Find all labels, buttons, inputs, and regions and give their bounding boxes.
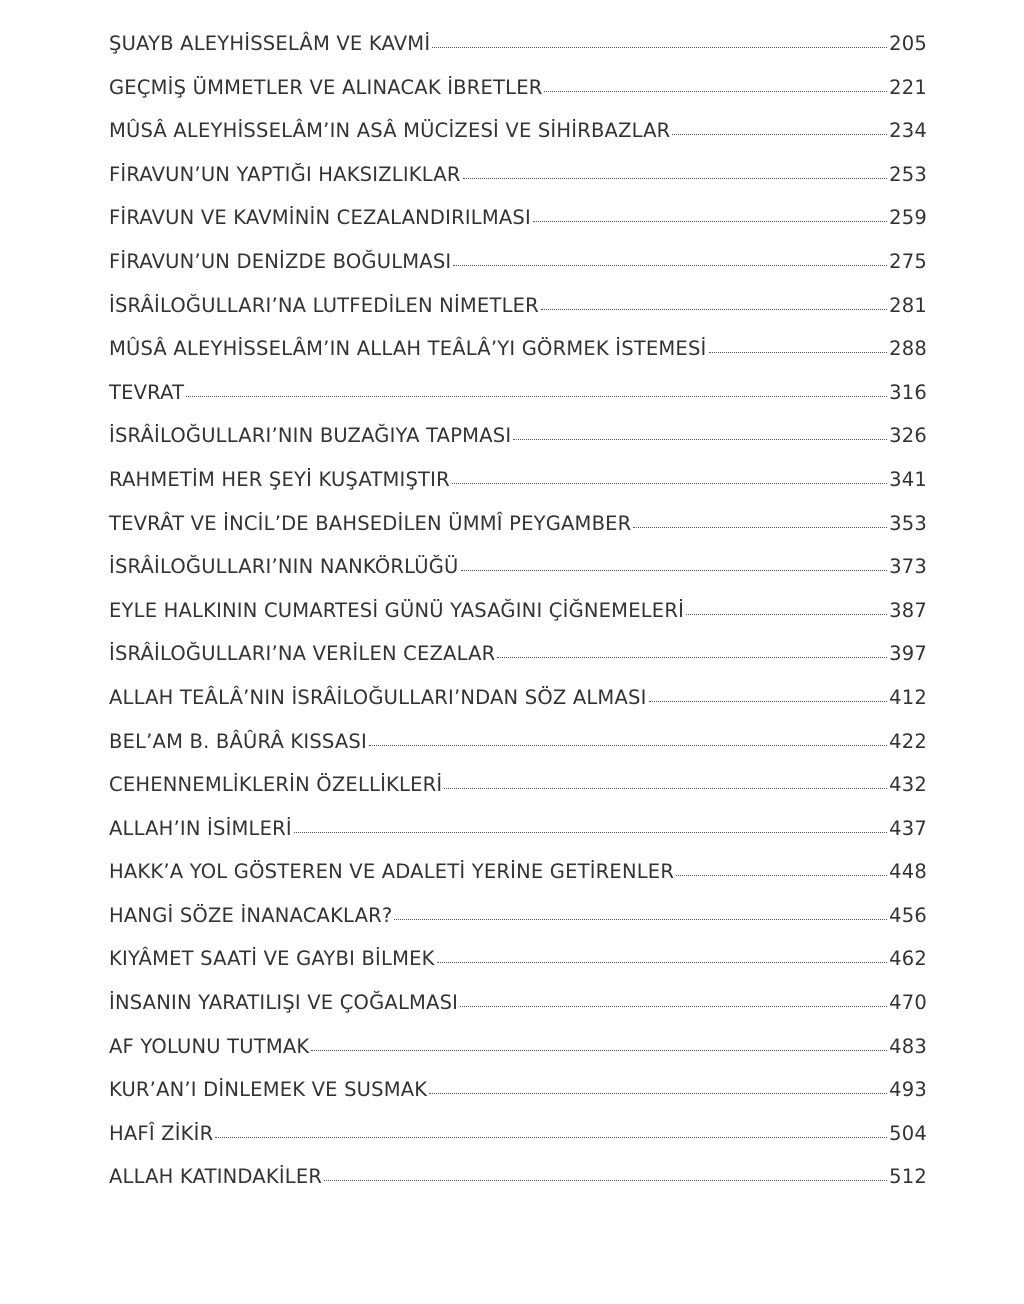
toc-entry[interactable] — [109, 250, 927, 294]
toc-entry-page-number: 483 — [889, 1034, 927, 1058]
toc-dot-leader — [453, 265, 887, 266]
toc-entry-page-number: 341 — [889, 467, 927, 491]
toc-dot-leader — [513, 439, 887, 440]
toc-entry[interactable] — [109, 947, 927, 991]
toc-entry-page-number: 234 — [889, 119, 927, 143]
toc-entry-title: AF YOLUNU TUTMAK — [109, 1034, 310, 1058]
toc-entry-page-number: 504 — [889, 1121, 927, 1145]
toc-dot-leader — [394, 919, 887, 920]
toc-dot-leader — [460, 1006, 887, 1007]
toc-entry[interactable] — [109, 1078, 927, 1122]
toc-entry-page-number: 448 — [889, 860, 927, 884]
toc-entry-page-number: 493 — [889, 1078, 927, 1102]
toc-entry-page-number: 437 — [889, 816, 927, 840]
toc-dot-leader — [676, 875, 887, 876]
toc-dot-leader — [429, 1093, 887, 1094]
toc-entry-page-number: 316 — [889, 380, 927, 404]
toc-entry[interactable] — [109, 76, 927, 120]
toc-entry-title: FİRAVUN’UN YAPTIĞI HAKSIZLIKLAR — [109, 162, 461, 186]
toc-dot-leader — [533, 221, 887, 222]
toc-entry[interactable] — [109, 555, 927, 599]
table-of-contents — [109, 32, 927, 1209]
toc-entry-title: KUR’AN’I DİNLEMEK VE SUSMAK — [109, 1078, 428, 1102]
toc-entry[interactable] — [109, 1165, 927, 1209]
toc-entry-page-number: 512 — [889, 1165, 927, 1189]
toc-entry-title: CEHENNEMLİKLERİN ÖZELLİKLERİ — [109, 773, 443, 797]
toc-entry-title: KIYÂMET SAATİ VE GAYBI BİLMEK — [109, 947, 435, 971]
toc-entry[interactable] — [109, 119, 927, 163]
toc-entry-title: ALLAH KATINDAKİLER — [109, 1165, 323, 1189]
toc-entry[interactable] — [109, 294, 927, 338]
toc-entry[interactable] — [109, 686, 927, 730]
toc-dot-leader — [497, 657, 887, 658]
toc-dot-leader — [544, 91, 887, 92]
toc-dot-leader — [294, 832, 887, 833]
toc-dot-leader — [369, 745, 887, 746]
toc-dot-leader — [633, 527, 887, 528]
toc-entry-page-number: 205 — [889, 32, 927, 55]
toc-entry-title: HAFÎ ZİKİR — [109, 1121, 214, 1145]
toc-entry-page-number: 326 — [889, 424, 927, 448]
toc-entry[interactable] — [109, 337, 927, 381]
toc-entry[interactable] — [109, 424, 927, 468]
toc-entry[interactable] — [109, 991, 927, 1035]
toc-dot-leader — [463, 178, 888, 179]
toc-entry-page-number: 221 — [889, 75, 927, 99]
toc-entry-page-number: 412 — [889, 685, 927, 709]
toc-dot-leader — [437, 962, 888, 963]
toc-entry-title: HAKK’A YOL GÖSTEREN VE ADALETİ YERİNE GETİRENLER — [109, 860, 675, 884]
toc-entry-title: İSRÂİLOĞULLARI’NA LUTFEDİLEN NİMETLER — [109, 293, 539, 317]
toc-dot-leader — [672, 134, 887, 135]
toc-entry-title: HANGİ SÖZE İNANACAKLAR? — [109, 903, 393, 927]
toc-entry-title: MÛSÂ ALEYHİSSELÂM’IN ALLAH TEÂLÂ’YI GÖRMEK İSTEMESİ — [109, 337, 707, 361]
toc-entry[interactable] — [109, 817, 927, 861]
toc-entry[interactable] — [109, 1035, 927, 1079]
toc-entry[interactable] — [109, 468, 927, 512]
toc-dot-leader — [452, 483, 887, 484]
toc-entry-title: ALLAH TEÂLÂ’NIN İSRÂİLOĞULLARI’NDAN SÖZ ALMASI — [109, 685, 647, 709]
toc-entry-title: GEÇMİŞ ÜMMETLER VE ALINACAK İBRETLER — [109, 75, 543, 99]
toc-entry-page-number: 353 — [889, 511, 927, 535]
toc-entry-page-number: 397 — [889, 642, 927, 666]
toc-entry-page-number: 281 — [889, 293, 927, 317]
toc-entry[interactable] — [109, 32, 927, 76]
toc-entry-title: ŞUAYB ALEYHİSSELÂM VE KAVMİ — [109, 32, 431, 55]
toc-entry[interactable] — [109, 163, 927, 207]
toc-entry[interactable] — [109, 381, 927, 425]
toc-dot-leader — [432, 47, 887, 48]
toc-entry[interactable] — [109, 599, 927, 643]
toc-dot-leader — [649, 701, 888, 702]
toc-entry-page-number: 288 — [889, 337, 927, 361]
toc-entry-page-number: 275 — [889, 249, 927, 273]
toc-entry-page-number: 422 — [889, 729, 927, 753]
toc-dot-leader — [215, 1137, 887, 1138]
toc-dot-leader — [461, 570, 888, 571]
toc-entry-title: TEVRAT — [109, 380, 185, 404]
toc-entry-title: FİRAVUN VE KAVMİNİN CEZALANDIRILMASI — [109, 206, 531, 230]
toc-entry-page-number: 456 — [889, 903, 927, 927]
toc-entry[interactable] — [109, 860, 927, 904]
toc-entry-title: TEVRÂT VE İNCİL’DE BAHSEDİLEN ÜMMÎ PEYGAMBER — [109, 511, 632, 535]
toc-entry-page-number: 470 — [889, 991, 927, 1015]
toc-entry-title: RAHMETİM HER ŞEYİ KUŞATMIŞTIR — [109, 467, 450, 491]
toc-entry-title: ALLAH’IN İSİMLERİ — [109, 816, 292, 840]
toc-entry-page-number: 373 — [889, 555, 927, 579]
toc-entry[interactable] — [109, 1122, 927, 1166]
toc-entry[interactable] — [109, 642, 927, 686]
toc-entry-page-number: 387 — [889, 598, 927, 622]
toc-entry[interactable] — [109, 773, 927, 817]
toc-entry[interactable] — [109, 730, 927, 774]
toc-entry-title: İSRÂİLOĞULLARI’NIN NANKÖRLÜĞÜ — [109, 555, 459, 579]
toc-dot-leader — [186, 396, 887, 397]
toc-entry-title: MÛSÂ ALEYHİSSELÂM’IN ASÂ MÜCİZESİ VE SİHİRBAZLAR — [109, 119, 671, 143]
toc-entry-title: İSRÂİLOĞULLARI’NA VERİLEN CEZALAR — [109, 642, 496, 666]
toc-entry-page-number: 259 — [889, 206, 927, 230]
toc-dot-leader — [311, 1050, 887, 1051]
toc-entry[interactable] — [109, 904, 927, 948]
toc-dot-leader — [324, 1180, 887, 1181]
toc-entry-title: FİRAVUN’UN DENİZDE BOĞULMASI — [109, 249, 452, 273]
toc-entry[interactable] — [109, 206, 927, 250]
toc-entry[interactable] — [109, 512, 927, 556]
toc-dot-leader — [444, 788, 887, 789]
toc-entry-title: EYLE HALKININ CUMARTESİ GÜNÜ YASAĞINI ÇİĞNEMELERİ — [109, 598, 685, 622]
toc-entry-page-number: 462 — [889, 947, 927, 971]
toc-entry-title: İSRÂİLOĞULLARI’NIN BUZAĞIYA TAPMASI — [109, 424, 512, 448]
toc-entry-page-number: 432 — [889, 773, 927, 797]
toc-entry-title: İNSANIN YARATILIŞI VE ÇOĞALMASI — [109, 991, 459, 1015]
toc-dot-leader — [686, 614, 887, 615]
toc-entry-title: BEL’AM B. BÂÛRÂ KISSASI — [109, 729, 367, 753]
toc-dot-leader — [709, 352, 888, 353]
toc-entry-page-number: 253 — [889, 162, 927, 186]
toc-dot-leader — [541, 309, 887, 310]
